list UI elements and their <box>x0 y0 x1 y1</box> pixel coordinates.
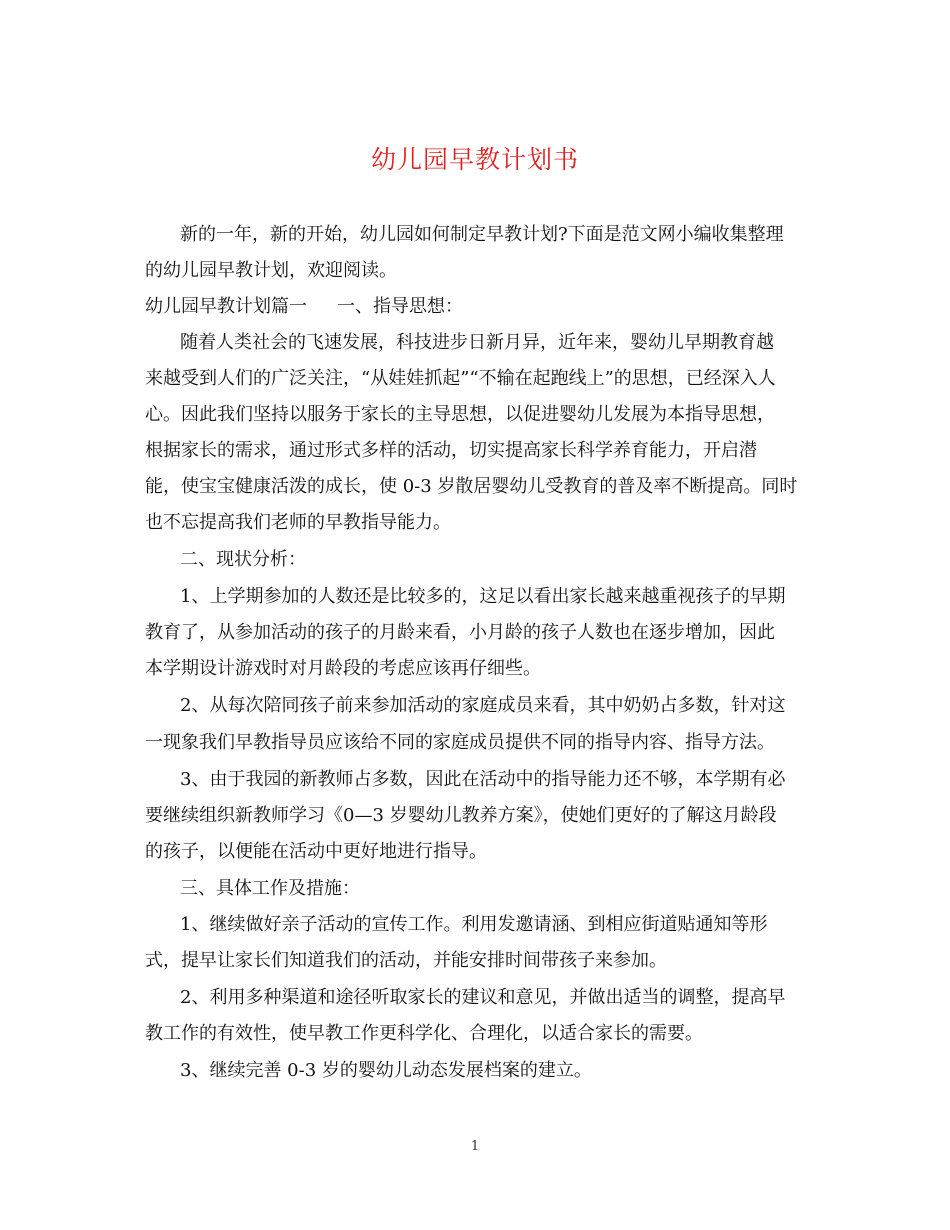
section-heading-left: 幼儿园早教计划篇一 <box>145 296 307 317</box>
paragraph-line: 教工作的有效性，使早教工作更科学化、合理化，以适合家长的需要。 <box>145 1023 703 1044</box>
paragraph-line: 来越受到人们的广泛关注，“从娃娃抓起”“不输在起跑线上”的思想，已经深入人 <box>145 368 776 389</box>
paragraph-line: 的孩子，以便能在活动中更好地进行指导。 <box>145 841 487 862</box>
paragraph-line: 根据家长的需求，通过形式多样的活动，切实提高家长科学养育能力，开启潜 <box>145 440 757 461</box>
paragraph-line: 3、继续完善 0-3 岁的婴幼儿动态发展档案的建立。 <box>180 1060 592 1081</box>
paragraph-line: 一现象我们早教指导员应该给不同的家庭成员提供不同的指导内容、指导方法。 <box>145 732 775 753</box>
subheading: 二、现状分析： <box>180 549 306 570</box>
paragraph-line: 心。因此我们坚持以服务于家长的主导思想，以促进婴幼儿发展为本指导思想， <box>145 404 775 425</box>
paragraph-line: 式，提早让家长们知道我们的活动，并能安排时间带孩子来参加。 <box>145 950 667 971</box>
document-title: 幼儿园早教计划书 <box>370 145 579 174</box>
paragraph-line: 1、继续做好亲子活动的宣传工作。利用发邀请涵、到相应街道贴通知等形 <box>180 914 768 935</box>
subheading: 三、具体工作及措施： <box>180 878 360 899</box>
paragraph-line: 1、上学期参加的人数还是比较多的，这足以看出家长越来越重视孩子的早期 <box>180 586 786 607</box>
paragraph-line: 本学期设计游戏时对月龄段的考虑应该再仔细些。 <box>145 658 541 679</box>
paragraph-line: 2、利用多种渠道和途径听取家长的建议和意见，并做出适当的调整，提高早 <box>180 987 786 1008</box>
paragraph-line: 的幼儿园早教计划，欢迎阅读。 <box>145 260 397 281</box>
page-number: 1 <box>470 1139 480 1154</box>
paragraph-line: 教育了，从参加活动的孩子的月龄来看，小月龄的孩子人数也在逐步增加，因此 <box>145 622 775 643</box>
paragraph-line: 也不忘提高我们老师的早教指导能力。 <box>145 512 451 533</box>
paragraph-line: 随着人类社会的飞速发展，科技进步日新月异，近年来，婴幼儿早期教育越 <box>180 332 774 353</box>
paragraph-line: 3、由于我园的新教师占多数，因此在活动中的指导能力还不够，本学期有必 <box>180 769 786 790</box>
paragraph-line: 新的一年，新的开始，幼儿园如何制定早教计划?下面是范文网小编收集整理 <box>180 224 784 245</box>
paragraph-line: 要继续组织新教师学习《0—3 岁婴幼儿教养方案》，使她们更好的了解这月龄段 <box>145 805 777 826</box>
paragraph-line: 2、从每次陪同孩子前来参加活动的家庭成员来看，其中奶奶占多数，针对这 <box>180 695 786 716</box>
section-heading-right: 一、指导思想： <box>337 296 463 317</box>
paragraph-line: 能，使宝宝健康活泼的成长，使 0-3 岁散居婴幼儿受教育的普及率不断提高。同时 <box>145 476 798 497</box>
section-heading <box>145 295 463 319</box>
